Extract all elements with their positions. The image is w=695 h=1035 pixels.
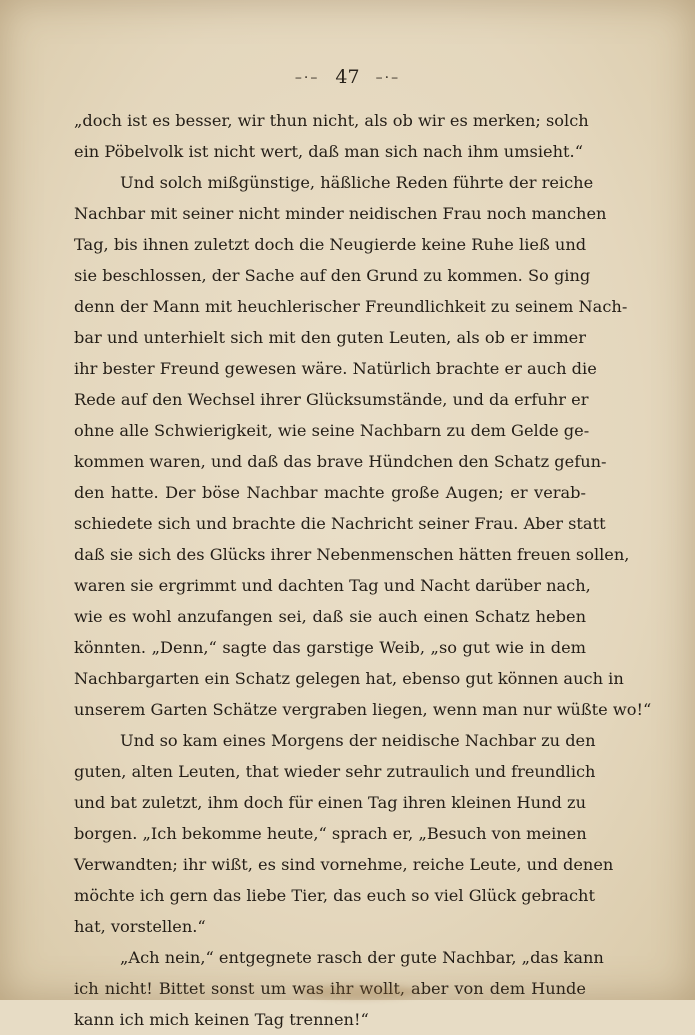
page-number: 47 (335, 66, 360, 88)
body-text (74, 105, 652, 1035)
text-line: und bat zuletzt, ihm doch für einen Tag ihren kleinen Hund zu (74, 793, 586, 812)
header-ornament-right: –·– (375, 70, 401, 86)
text-line: denn der Mann mit heuchlerischer Freundlichkeit zu seinem Nach- (74, 297, 628, 316)
text-line: bar und unterhielt sich mit den guten Leuten, als ob er immer (74, 328, 586, 347)
text-line: Verwandten; ihr wißt, es sind vornehme, reiche Leute, und denen (74, 855, 614, 874)
text-line: Tag, bis ihnen zuletzt doch die Neugierde keine Ruhe ließ und (74, 235, 587, 254)
header-ornament-left: –·– (294, 70, 320, 86)
text-line: schiedete sich und brachte die Nachricht seiner Frau. Aber statt (74, 514, 606, 533)
text-line: hat, vorstellen.“ (74, 917, 206, 936)
text-line: Nachbargarten ein Schatz gelegen hat, ebenso gut können auch in (74, 669, 624, 688)
text-line: „doch ist es besser, wir thun nicht, als ob wir es merken; solch (74, 111, 589, 130)
text-line: kann ich mich keinen Tag trennen!“ (74, 1010, 369, 1029)
text-line: ein Pöbelvolk ist nicht wert, daß man sich nach ihm umsieht.“ (74, 142, 583, 161)
text-line: kommen waren, und daß das brave Hündchen den Schatz gefun- (74, 452, 607, 471)
text-line: „Ach nein,“ entgegnete rasch der gute Nachbar, „das kann (120, 948, 604, 967)
text-line: Und so kam eines Morgens der neidische Nachbar zu den (120, 731, 596, 750)
text-line: wie es wohl anzufangen sei, daß sie auch einen Schatz heben (74, 607, 586, 626)
text-line: unserem Garten Schätze vergraben liegen, wenn man nur wüßte wo!“ (74, 700, 652, 719)
text-line: ich nicht! Bittet sonst um was ihr wollt, aber von dem Hunde (74, 979, 586, 998)
text-line: den hatte. Der böse Nachbar machte große Augen; er verab- (74, 483, 586, 502)
text-line: guten, alten Leuten, that wieder sehr zutraulich und freundlich (74, 762, 596, 781)
text-line: waren sie ergrimmt und dachten Tag und Nacht darüber nach, (74, 576, 591, 595)
text-line: möchte ich gern das liebe Tier, das euch so viel Glück gebracht (74, 886, 595, 905)
text-line: könnten. „Denn,“ sagte das garstige Weib, „so gut wie in dem (74, 638, 586, 657)
text-line: sie beschlossen, der Sache auf den Grund zu kommen. So ging (74, 266, 591, 285)
text-line: Rede auf den Wechsel ihrer Glücksumstände, und da erfuhr er (74, 390, 589, 409)
paper-stain (300, 985, 420, 999)
text-line: borgen. „Ich bekomme heute,“ sprach er, „Besuch von meinen (74, 824, 587, 843)
text-line: daß sie sich des Glücks ihrer Nebenmenschen hätten freuen sollen, (74, 545, 630, 564)
text-line: ihr bester Freund gewesen wäre. Natürlich brachte er auch die (74, 359, 597, 378)
text-line: Und solch mißgünstige, häßliche Reden führte der reiche (120, 173, 594, 192)
page-header (0, 66, 695, 88)
text-line: ohne alle Schwierigkeit, wie seine Nachbarn zu dem Gelde ge- (74, 421, 590, 440)
text-line: Nachbar mit seiner nicht minder neidischen Frau noch manchen (74, 204, 607, 223)
